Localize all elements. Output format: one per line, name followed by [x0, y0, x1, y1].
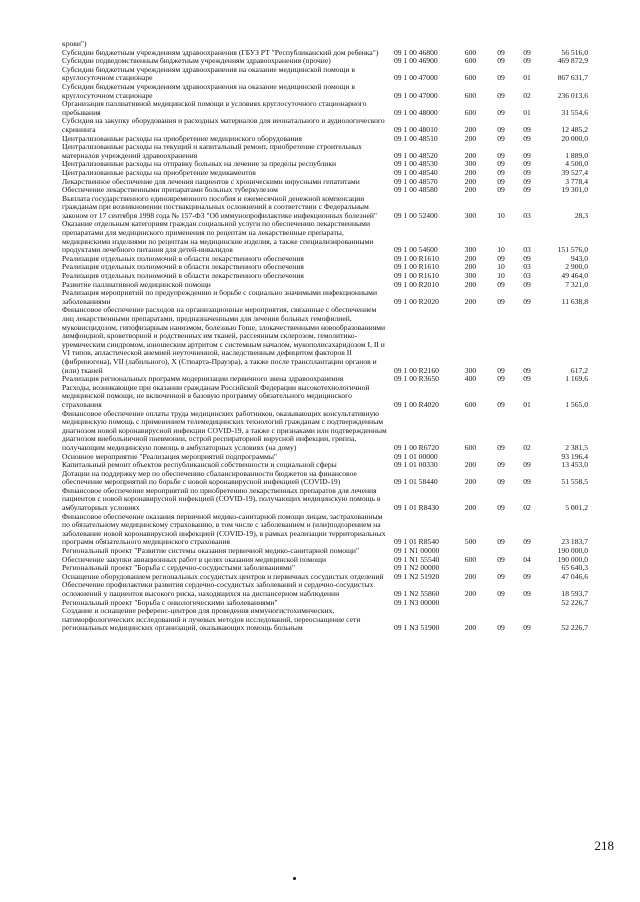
row-code: 09 1 N3 00000 [394, 597, 440, 607]
row-section: 09 [497, 460, 505, 470]
row-section: 09 [497, 365, 505, 375]
row-expense-type: 600 [464, 107, 477, 117]
row-code: 09 1 00 48000 [394, 107, 438, 117]
row-expense-type: 200 [464, 185, 477, 195]
row-expense-type: 200 [464, 279, 477, 289]
row-section: 09 [497, 399, 505, 409]
row-name: Централизованные расходы на отправку больных на лечение за пределы республики [62, 159, 337, 169]
row-sum: 65 640,3 [561, 563, 588, 573]
row-section: 10 [497, 271, 505, 281]
row-subsection: 04 [523, 554, 531, 564]
row-section: 09 [497, 503, 505, 513]
row-subsection: 09 [523, 477, 531, 487]
row-expense-type: 200 [464, 589, 477, 598]
row-subsection: 09 [523, 589, 531, 598]
row-section: 10 [497, 245, 505, 255]
table-row [62, 83, 588, 100]
budget-table [62, 40, 588, 633]
row-subsection: 09 [523, 374, 531, 384]
row-subsection: 09 [523, 47, 531, 57]
table-row [62, 410, 588, 453]
row-sum: 469 872,9 [557, 56, 588, 66]
row-section: 09 [497, 537, 505, 547]
row-code: 09 1 01 R8430 [394, 503, 439, 513]
table-row [62, 470, 588, 487]
row-sum: 190 000,0 [557, 546, 588, 556]
row-subsection: 01 [523, 73, 531, 83]
row-section: 09 [497, 477, 505, 487]
row-section: 09 [497, 150, 505, 160]
row-section: 09 [497, 124, 505, 134]
row-sum: 47 046,6 [561, 571, 588, 581]
row-code: 09 1 N2 51920 [394, 571, 440, 581]
row-name: Региональный проект "Борьба с сердечно-сосудистыми заболеваниями" [62, 563, 295, 573]
row-name: Оснащение оборудованием региональных сосудистых центров и первичных сосудистых отделений [62, 571, 384, 581]
row-name: Региональный проект "Борьба с онкологическими заболеваниями" [62, 597, 278, 607]
row-subsection: 09 [523, 56, 531, 66]
table-row [62, 513, 588, 547]
row-sum: 1 889,0 [565, 150, 588, 160]
table-row [62, 220, 588, 254]
row-name: Дотации на поддержку мер по обеспечению сбалансированности бюджетов на финансовое обеспечение мероприятий по борьбе с новой коронавирусной инфекцией (COVID-19) [62, 468, 357, 487]
row-subsection: 09 [523, 167, 531, 177]
row-sum: 28,3 [574, 210, 588, 220]
row-section: 09 [497, 185, 505, 195]
row-name: Капитальный ремонт объектов республиканской собственности и социальной сферы [62, 460, 337, 470]
row-sum: 49 464,0 [561, 271, 588, 281]
row-code: 09 1 00 47000 [394, 73, 438, 83]
row-sum: 18 593,7 [561, 589, 588, 598]
row-name: Субсидии подведомственным бюджетным учреждениям здравоохранения (прочие) [62, 56, 331, 66]
row-name: Региональный проект "Развитие системы оказания первичной медико-санитарной помощи" [62, 546, 360, 556]
row-expense-type: 300 [464, 210, 477, 220]
row-expense-type: 200 [464, 460, 477, 470]
row-sum: 52 226,7 [561, 597, 588, 607]
row-sum: 151 576,0 [557, 245, 588, 255]
row-expense-type: 200 [464, 623, 477, 633]
row-section: 09 [497, 90, 505, 100]
row-subsection: 03 [523, 271, 531, 281]
row-code: 09 1 00 46900 [394, 56, 438, 66]
row-name: крови") [62, 39, 87, 48]
row-expense-type: 500 [464, 537, 477, 547]
row-sum: 2 900,0 [565, 262, 588, 272]
row-code: 09 1 00 R1610 [394, 262, 439, 272]
row-subsection: 09 [523, 623, 531, 633]
row-code: 09 1 00 47000 [394, 90, 438, 100]
row-expense-type: 200 [464, 167, 477, 177]
row-code: 09 1 00 48520 [394, 150, 438, 160]
row-name: Организация паллиативной медицинской помощи в условиях круглосуточного стационарного пребывания [62, 99, 367, 117]
row-subsection: 09 [523, 571, 531, 581]
row-expense-type: 200 [464, 262, 477, 272]
row-section: 09 [497, 47, 505, 57]
row-section: 09 [497, 374, 505, 384]
row-code: 09 1 00 R2010 [394, 279, 439, 289]
row-section: 09 [497, 442, 505, 452]
row-expense-type: 600 [464, 399, 477, 409]
row-name: Лекарственное обеспечение для лечения пациентов с хроническими вирусными гепатитами [62, 176, 360, 186]
row-sum: 11 638,8 [561, 296, 588, 306]
row-subsection: 09 [523, 185, 531, 195]
row-sum: 1 565,0 [565, 399, 588, 409]
row-expense-type: 200 [464, 124, 477, 134]
table-row [62, 306, 588, 375]
row-name: Реализация отдельных полномочий в области лекарственного обеспечения [62, 262, 304, 272]
row-code: 09 1 00 48580 [394, 185, 438, 195]
row-subsection: 09 [523, 460, 531, 470]
row-expense-type: 600 [464, 442, 477, 452]
row-code: 09 1 N2 00000 [394, 563, 440, 573]
row-code: 09 1 00 R1610 [394, 271, 439, 281]
row-expense-type: 300 [464, 159, 477, 169]
row-section: 09 [497, 589, 505, 598]
row-code: 09 1 00 48570 [394, 176, 438, 186]
row-sum: 39 527,4 [561, 167, 588, 177]
row-sum: 20 000,0 [561, 133, 588, 143]
row-name: Финансовое обеспечение мероприятий по приобретению лекарственных препаратов для лечения пациентов с новой коронавирусной инфекцией (COVID-19), получающих медицинскую помощь в амбулаторных условиях [62, 485, 381, 513]
row-expense-type: 200 [464, 150, 477, 160]
row-sum: 19 301,0 [561, 185, 588, 195]
row-name: Развитие паллиативной медицинской помощи [62, 279, 211, 289]
row-sum: 12 485,2 [561, 124, 588, 134]
row-code: 09 1 00 46800 [394, 47, 438, 57]
row-section: 09 [497, 623, 505, 633]
row-name: Основное мероприятие "Реализация мероприятий подпрограммы" [62, 451, 278, 461]
row-section: 09 [497, 253, 505, 263]
row-name: Обеспечение лекарственными препаратами больных туберкулезом [62, 185, 278, 195]
row-subsection: 09 [523, 279, 531, 289]
row-name: Финансовое обеспечение оплаты труда медицинских работников, оказывающих консультативную медицинскую помощь с применением телемедицинских технологий гражданам с подтвержденным диагнозом новой коронавирусной инфекции COVID-19, а также с признаками или подтвержденным диагнозом внебольничной пневмонии, острой респираторной вирусной инфекции, гриппа, получающим медицинскую помощь в амбулаторных условиях (на дому) [62, 408, 387, 452]
row-sum: 2 381,5 [565, 442, 588, 452]
row-code: 09 1 00 R6720 [394, 442, 439, 452]
page-dot [293, 877, 296, 880]
row-section: 10 [497, 262, 505, 272]
row-subsection: 09 [523, 253, 531, 263]
row-code: 09 1 N1 55540 [394, 554, 440, 564]
row-subsection: 09 [523, 176, 531, 186]
row-name: Реализация отдельных полномочий в области лекарственного обеспечения [62, 253, 304, 263]
row-name: Финансовое обеспечение оказания первичной медико-санитарной помощи лицам, застрахованным по обязательному медицинскому страхованию, в том числе с заболеванием и (или)подозрением на заболевание новой коронавирусной инфекцией (COVID-19), в рамках реализации территориальных программ обязательного медицинского страхования [62, 511, 386, 547]
row-sum: 51 558,5 [561, 477, 588, 487]
row-expense-type: 600 [464, 56, 477, 66]
page-number: 218 [594, 838, 614, 853]
row-sum: 13 453,0 [561, 460, 588, 470]
row-expense-type: 200 [464, 176, 477, 186]
table-row [62, 66, 588, 83]
row-sum: 3 778,4 [565, 176, 588, 186]
row-name: Централизованные расходы на приобретение медикаментов [62, 167, 256, 177]
row-name: Реализация отдельных полномочий в области лекарственного обеспечения [62, 271, 304, 281]
row-code: 09 1 N3 51900 [394, 623, 440, 633]
row-subsection: 03 [523, 262, 531, 272]
row-name: Централизованные расходы на текущий и капитальный ремонт, приобретение строительных материалов учреждений здравоохранения [62, 142, 362, 160]
row-sum: 867 631,7 [557, 73, 588, 83]
row-expense-type: 400 [464, 374, 477, 384]
row-code: 09 1 01 58440 [394, 477, 438, 487]
row-section: 09 [497, 176, 505, 186]
row-sum: 1 169,6 [565, 374, 588, 384]
row-code: 09 1 00 54600 [394, 245, 438, 255]
row-section: 09 [497, 167, 505, 177]
row-code: 09 1 01 00000 [394, 451, 438, 461]
row-code: 09 1 00 R1610 [394, 253, 439, 263]
row-sum: 236 013,6 [557, 90, 588, 100]
row-section: 09 [497, 571, 505, 581]
row-section: 09 [497, 73, 505, 83]
row-expense-type: 600 [464, 47, 477, 57]
row-name: Создание и оснащение референс-центров для проведения иммуногистохимических, патоморфологических исследований и лучевых методов исследований, переоснащение сети региональных медицинских организаций, оказывающих помощь больным [62, 606, 361, 633]
row-subsection: 03 [523, 210, 531, 220]
row-expense-type: 300 [464, 245, 477, 255]
row-name: Субсидии бюджетным учреждениям здравоохранения (ГБУЗ РТ "Республиканский дом ребенка") [62, 47, 379, 57]
row-subsection: 09 [523, 537, 531, 547]
row-sum: 190 000,0 [557, 554, 588, 564]
table-row [62, 607, 588, 633]
row-code: 09 1 00 48510 [394, 133, 438, 143]
row-name: Субсидии бюджетным учреждениям здравоохранения на оказание медицинской помощи в круглосуточном стационаре [62, 64, 355, 83]
row-expense-type: 200 [464, 296, 477, 306]
row-subsection: 03 [523, 245, 531, 255]
row-subsection: 09 [523, 124, 531, 134]
row-sum: 617,2 [570, 365, 588, 375]
row-subsection: 01 [523, 399, 531, 409]
table-row [62, 100, 588, 117]
row-subsection: 09 [523, 296, 531, 306]
row-sum: 23 183,7 [561, 537, 588, 547]
row-section: 09 [497, 296, 505, 306]
row-sum: 56 516,0 [561, 47, 588, 57]
row-subsection: 01 [523, 107, 531, 117]
row-expense-type: 300 [464, 271, 477, 281]
row-code: 09 1 00 48010 [394, 124, 438, 134]
row-name: Расходы, возникающие при оказании гражданам Российской Федерации высокотехнологичной медицинской помощи, не включенной в базовую программу обязательного медицинского страхования [62, 382, 370, 409]
row-code: 09 1 N2 55860 [394, 589, 440, 598]
row-subsection: 02 [523, 503, 531, 513]
row-code: 09 1 00 R3650 [394, 374, 439, 384]
row-expense-type: 600 [464, 90, 477, 100]
row-code: 09 1 00 R2020 [394, 296, 439, 306]
row-expense-type: 300 [464, 365, 477, 375]
row-subsection: 09 [523, 150, 531, 160]
row-name: Обеспечение профилактики развития сердечно-сосудистых заболеваний и сердечно-сосудистых осложнений у пациентов высокого риска, находящихся на диспансерном наблюдении [62, 580, 374, 598]
row-name: Централизованные расходы на приобретение медицинского оборудования [62, 133, 302, 143]
row-code: 09 1 00 R4020 [394, 399, 439, 409]
row-expense-type: 200 [464, 133, 477, 143]
row-sum: 93 196,4 [561, 451, 588, 461]
row-expense-type: 200 [464, 253, 477, 263]
row-sum: 943,0 [570, 253, 588, 263]
row-code: 09 1 00 52400 [394, 210, 438, 220]
row-section: 09 [497, 56, 505, 66]
row-code: 09 1 N1 00000 [394, 546, 440, 556]
row-sum: 31 554,6 [561, 107, 588, 117]
row-sum: 7 321,0 [565, 279, 588, 289]
row-name: Обеспечение закупки авиационных работ в целях оказания медицинской помощи [62, 554, 327, 564]
row-name: Реализация мероприятий по предупреждению и борьбе с социально значимыми инфекционными заболеваниями [62, 288, 378, 306]
row-section: 09 [497, 133, 505, 143]
row-code: 09 1 00 48530 [394, 159, 438, 169]
row-sum: 5 001,2 [565, 503, 588, 513]
row-section: 09 [497, 159, 505, 169]
row-code: 09 1 01 00330 [394, 460, 438, 470]
row-subsection: 09 [523, 159, 531, 169]
row-name: Финансовое обеспечение расходов на организационные мероприятия, связанные с обеспечением лиц лекарственными препаратами, предназначенными для лечения больных гемофилией, муковисцидозом, гипофизарным нанизмом, болезнью Гоше, злокачественными новообразованиями лимфоидной, кроветворной и родственных им тканей, рассеянным склерозом, гемолитико-уремическим синдромом, юношеским артритом с системным началом, мукополисахаридозом I, II и VI типов, апластической анемией неуточненной, наследственным дефицитом факторов II (фибриногена), VII (лабильного), X (Стюарта-Прауэра), а также после трансплантации органов и (или) тканей [62, 305, 386, 375]
table-row [62, 384, 588, 410]
row-sum: 52 226,7 [561, 623, 588, 633]
row-expense-type: 200 [464, 477, 477, 487]
row-code: 09 1 00 48540 [394, 167, 438, 177]
table-row [62, 143, 588, 160]
table-row [62, 581, 588, 598]
row-subsection: 09 [523, 133, 531, 143]
table-row [62, 289, 588, 306]
row-section: 10 [497, 210, 505, 220]
row-name: Оказание отдельным категориям граждан социальной услуги по обеспечению лекарственными препаратами для медицинского применения по рецептам на лекарственные препараты, медицинскими изделиями по рецептам на медицинские изделия, а также специализированными продуктами лечебного питания для детей-инвалидов [62, 219, 374, 255]
table-row [62, 487, 588, 513]
row-expense-type: 200 [464, 571, 477, 581]
row-subsection: 09 [523, 365, 531, 375]
row-name: Выплата государственного единовременного пособия и ежемесячной денежной компенсации гражданам при возникновении поствакцинальных осложнений в соответствии с Федеральным законом от 17 сентября 1998 года № 157-ФЗ "Об иммунопрофилактике инфекционных болезней" [62, 193, 378, 220]
row-section: 09 [497, 279, 505, 289]
row-section: 09 [497, 107, 505, 117]
table-row [62, 195, 588, 221]
row-sum: 4 500,0 [565, 159, 588, 169]
row-subsection: 02 [523, 442, 531, 452]
row-expense-type: 200 [464, 503, 477, 513]
row-expense-type: 600 [464, 73, 477, 83]
row-code: 09 1 00 R2160 [394, 365, 439, 375]
row-section: 09 [497, 554, 505, 564]
table-row [62, 117, 588, 134]
row-name: Реализация региональных программ модернизации первичного звена здравоохранения [62, 374, 344, 384]
row-expense-type: 600 [464, 554, 477, 564]
row-name: Субсидии бюджетным учреждениям здравоохранения на оказание медицинской помощи в круглосуточном стационаре [62, 81, 355, 100]
row-name: Субсидия на закупку оборудования и расходных материалов для неонатального и аудиологического скрининга [62, 116, 385, 134]
row-subsection: 02 [523, 90, 531, 100]
row-code: 09 1 01 R8540 [394, 537, 439, 547]
